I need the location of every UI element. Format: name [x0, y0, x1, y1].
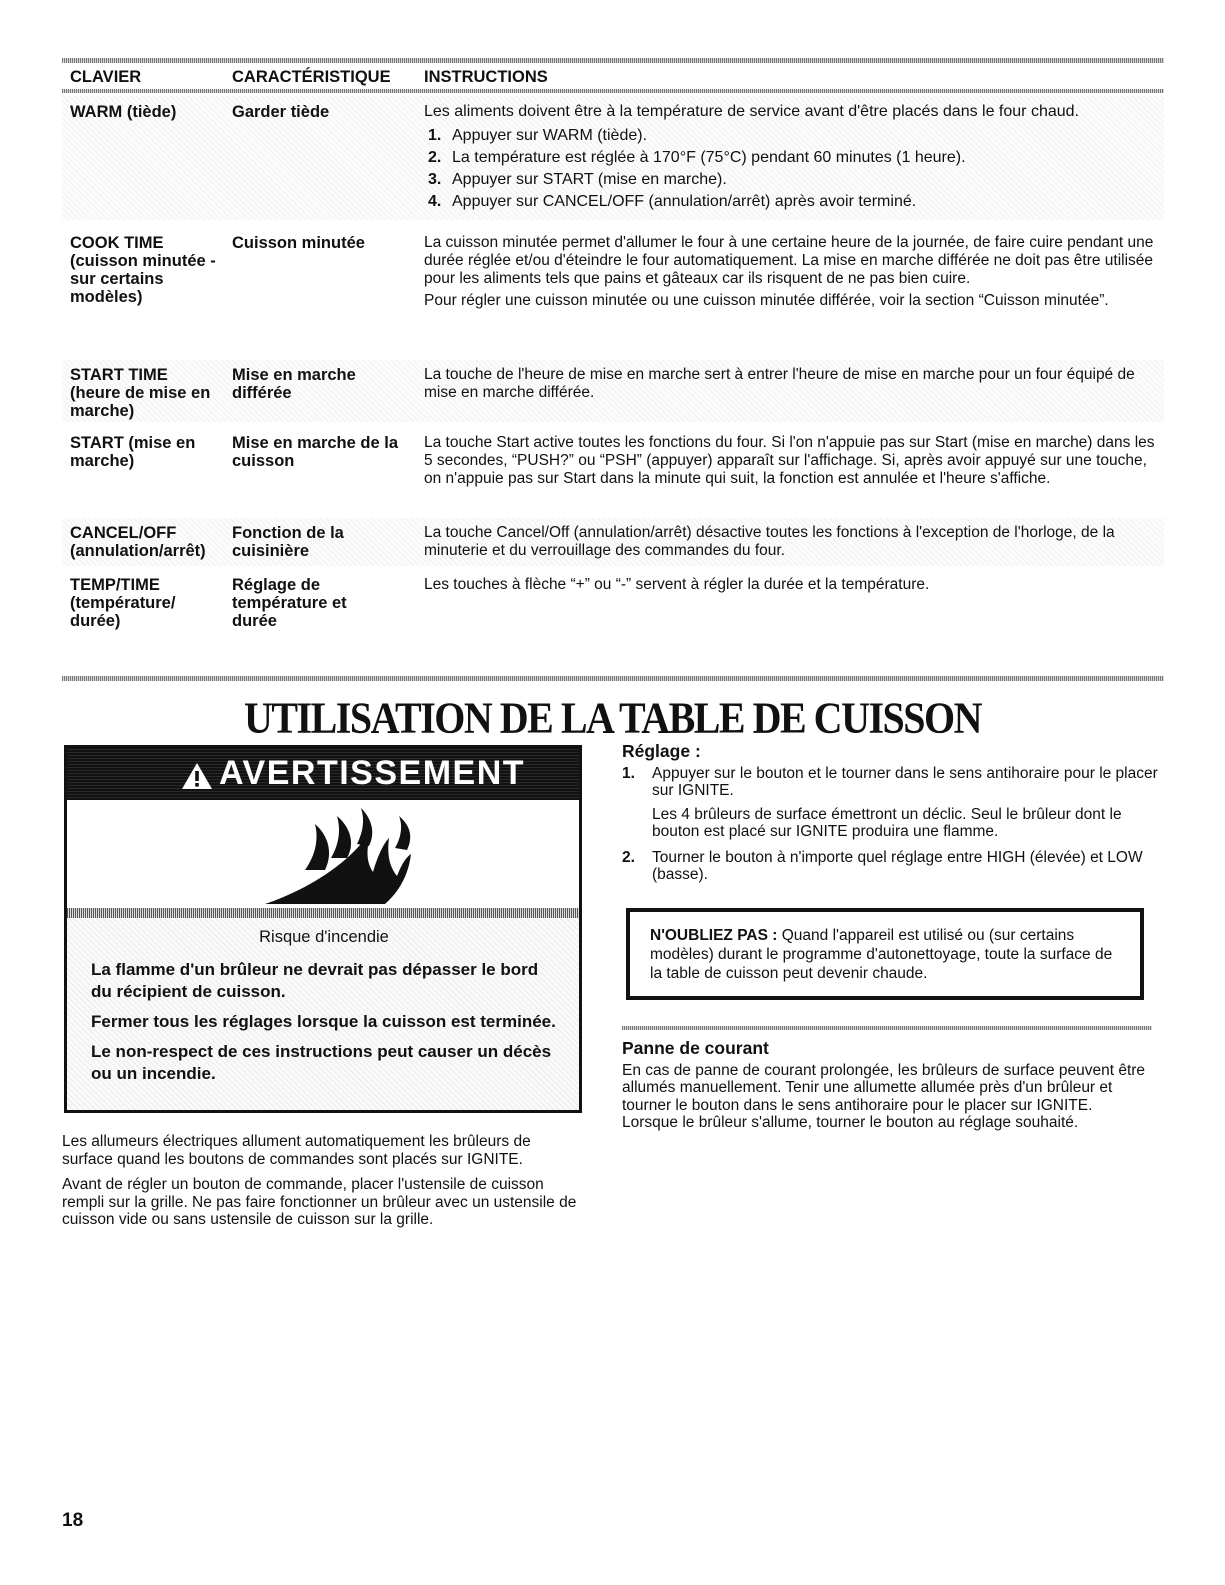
- key-warm: WARM (tiède): [70, 103, 177, 121]
- key-start-time: START TIME (heure de mise en marche): [70, 366, 211, 420]
- cooktop-intro: [62, 1133, 582, 1237]
- instructions-cancel-off: La touche Cancel/Off (annulation/arrêt) désactive toutes les fonctions à l'exception de l'horloge, de la minuterie et du verrouillage des commandes du four.: [424, 524, 1115, 559]
- reminder-label: N'OUBLIEZ PAS :: [650, 927, 778, 944]
- reminder-box: [626, 908, 1144, 1000]
- header-clavier: CLAVIER: [70, 68, 142, 86]
- setting-section: [622, 743, 1162, 892]
- fire-icon: [67, 800, 579, 914]
- setting-step-2: 2. Tourner le bouton à n'importe quel réglage entre HIGH (élevée) et LOW (basse).: [622, 848, 1143, 883]
- feature-start-time: Mise en marche différée: [232, 366, 356, 402]
- key-start: START (mise en marche): [70, 434, 196, 470]
- header-instructions: INSTRUCTIONS: [424, 68, 548, 86]
- table-row-warm: [62, 96, 1164, 220]
- table-row-cancel-off: [62, 518, 1164, 566]
- warm-step-4: 4. Appuyer sur CANCEL/OFF (annulation/arrêt) après avoir terminé.: [428, 193, 917, 210]
- key-cook-time: COOK TIME (cuisson minutée - sur certains modèles): [70, 234, 216, 306]
- instructions-temp-time: Les touches à flèche “+” ou “-” servent à régler la durée et la température.: [424, 576, 930, 593]
- cooktop-para-2: Avant de régler un bouton de commande, placer l'ustensile de cuisson rempli sur la grille. Ne pas faire fonctionner un brûleur avec un ustensile de cuisson vide ou sans ustensile de cuisson sur la grille.: [62, 1176, 577, 1228]
- warning-body: [67, 918, 579, 1110]
- warning-line-1: La flamme d'un brûleur ne devrait pas dépasser le bord du récipient de cuisson.: [91, 960, 539, 1002]
- page-number: 18: [62, 1510, 84, 1531]
- key-temp-time: TEMP/TIME (température/ durée): [70, 576, 176, 630]
- header-rule: [62, 89, 1164, 93]
- top-rule: [62, 58, 1164, 63]
- key-cancel-off: CANCEL/OFF (annulation/arrêt): [70, 524, 206, 560]
- setting-steps: [622, 765, 1162, 884]
- setting-title: Réglage :: [622, 741, 701, 761]
- table-row-cook-time: [62, 234, 1164, 354]
- feature-temp-time: Réglage de température et durée: [232, 576, 347, 630]
- section-rule: [62, 676, 1164, 681]
- instructions-start: La touche Start active toutes les fonctions du four. Si l'on n'appuie pas sur Start (mise en marche) dans les 5 secondes, “PUSH?” ou “PSH” (appuyer) apparaît sur l'affichage. Si, après avoir appuyé sur une touche, on n'appuie pas sur Start dans la minute qui suit, la fonction est annulée et l'heure s'affiche.: [424, 434, 1155, 487]
- feature-warm: Garder tiède: [232, 103, 330, 121]
- warning-header: [67, 748, 579, 800]
- warning-box: [64, 745, 582, 1113]
- setting-step-1: 1. Appuyer sur le bouton et le tourner dans le sens antihoraire pour le placer sur IGNITE. Les 4 brûleurs de surface émettront un déclic. Seul le brûleur dont le bouton est placé sur IGNITE produira une flamme.: [622, 765, 1162, 841]
- instructions-cook-time: La cuisson minutée permet d'allumer le four à une certaine heure de la journée, de faire cuire pendant une durée réglée et/ou d'éteindre le four automatiquement. La mise en marche différée ne doit pas être utilisée pour les aliments tels que pains et gâteaux car ils risquent de ne pas bien cuire. Pour régler une cuisson minutée ou une cuisson minutée différée, voir la section “Cuisson minutée”.: [424, 234, 1154, 309]
- power-title: Panne de courant: [622, 1038, 769, 1058]
- feature-cook-time: Cuisson minutée: [232, 234, 365, 252]
- warm-step-1: 1. Appuyer sur WARM (tiède).: [428, 127, 648, 144]
- table-row-start-time: [62, 360, 1164, 422]
- warm-intro: Les aliments doivent être à la température de service avant d'être placés dans le four chaud.: [424, 103, 1079, 120]
- warning-risk: Risque d'incendie: [259, 928, 389, 946]
- reminder-text: Quand l'appareil est utilisé ou (sur certains modèles) durant le programme d'autonettoyage, toute la surface de la table de cuisson peut devenir chaude.: [650, 927, 1113, 982]
- warning-title: AVERTISSEMENT: [219, 754, 526, 792]
- warning-triangle-icon: [181, 760, 213, 800]
- warm-step-3: 3. Appuyer sur START (mise en marche).: [428, 171, 727, 188]
- setting-step-1-note: Les 4 brûleurs de surface émettront un déclic. Seul le brûleur dont le bouton est placé sur IGNITE produira une flamme.: [652, 805, 1122, 840]
- cooktop-para-1: Les allumeurs électriques allument automatiquement les brûleurs de surface quand les boutons de commandes sont placés sur IGNITE.: [62, 1133, 531, 1168]
- instructions-start-time: La touche de l'heure de mise en marche sert à entrer l'heure de mise en marche pour un four équipé de mise en marche différée.: [424, 366, 1135, 401]
- instructions-warm: [424, 101, 1164, 213]
- power-text: En cas de panne de courant prolongée, les brûleurs de surface peuvent être allumés manuellement. Tenir une allumette allumée près d'un brûleur et tourner le bouton dans le sens antihoraire pour le placer sur IGNITE. Lorsque le brûleur s'allume, tourner le bouton au réglage souhaité.: [622, 1061, 1146, 1131]
- fire-illustration: [67, 800, 579, 914]
- feature-cancel-off: Fonction de la cuisinière: [232, 524, 344, 560]
- feature-start: Mise en marche de la cuisson: [232, 434, 398, 470]
- warning-line-2: Fermer tous les réglages lorsque la cuisson est terminée.: [91, 1012, 556, 1032]
- warm-step-2: 2. La température est réglée à 170°F (75°C) pendant 60 minutes (1 heure).: [428, 149, 966, 166]
- power-rule: [622, 1026, 1152, 1030]
- warm-steps: [424, 125, 1164, 213]
- warning-divider: [67, 908, 579, 918]
- power-outage-section: [622, 1040, 1152, 1132]
- table-row-start: [62, 434, 1164, 510]
- section-title: UTILISATION DE LA TABLE DE CUISSON: [243, 692, 982, 743]
- table-row-temp-time: [62, 576, 1164, 636]
- header-caracteristique: CARACTÉRISTIQUE: [232, 68, 391, 86]
- warning-line-3: Le non-respect de ces instructions peut causer un décès ou un incendie.: [91, 1042, 552, 1084]
